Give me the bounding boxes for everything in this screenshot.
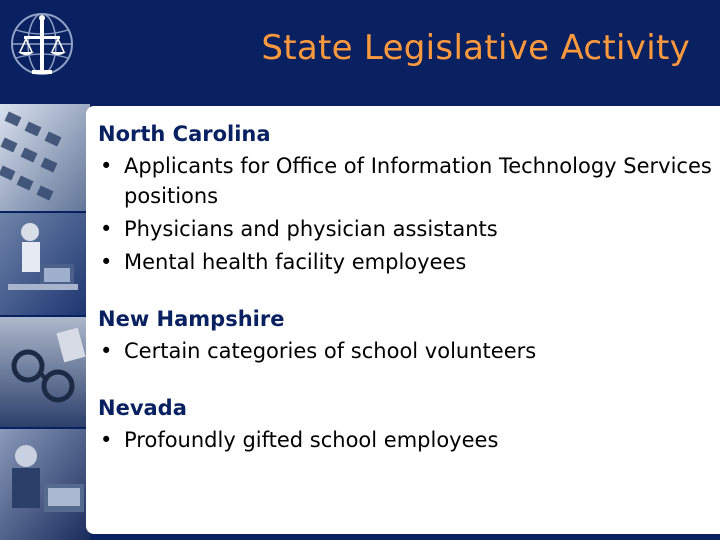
bullet-icon: •	[100, 339, 113, 363]
page-title: State Legislative Activity	[261, 28, 690, 68]
list-item-text: Physicians and physician assistants	[124, 217, 498, 241]
bullet-icon: •	[100, 217, 113, 241]
list-item	[98, 150, 712, 213]
bullet-icon: •	[100, 250, 113, 274]
bullet-list	[98, 424, 712, 457]
bullet-icon: •	[100, 428, 113, 452]
content-panel	[86, 106, 720, 534]
bullet-icon: •	[100, 154, 113, 178]
logo	[6, 8, 78, 84]
list-item-text: Profoundly gifted school employees	[124, 428, 499, 452]
list-item	[98, 246, 712, 279]
section-heading: New Hampshire	[98, 307, 285, 331]
content-body	[98, 118, 712, 481]
list-item	[98, 424, 712, 457]
handcuffs-photo	[0, 316, 90, 428]
section-heading: Nevada	[98, 396, 187, 420]
scales-of-justice-globe-icon	[6, 8, 78, 84]
keyboard-photo	[0, 104, 90, 212]
list-item-text: Mental health facility employees	[124, 250, 467, 274]
photo-strip	[0, 104, 90, 540]
section-heading: North Carolina	[98, 122, 271, 146]
list-item	[98, 335, 712, 368]
bullet-list	[98, 335, 712, 368]
list-item	[98, 213, 712, 246]
section-north-carolina	[98, 118, 712, 279]
list-item-text: Certain categories of school volunteers	[124, 339, 537, 363]
bullet-list	[98, 150, 712, 279]
list-item-text: Applicants for Office of Information Technology Services positions	[124, 154, 712, 208]
office-worker-photo	[0, 428, 90, 540]
section-nevada	[98, 392, 712, 457]
computer-user-photo	[0, 212, 90, 316]
section-new-hampshire	[98, 303, 712, 368]
